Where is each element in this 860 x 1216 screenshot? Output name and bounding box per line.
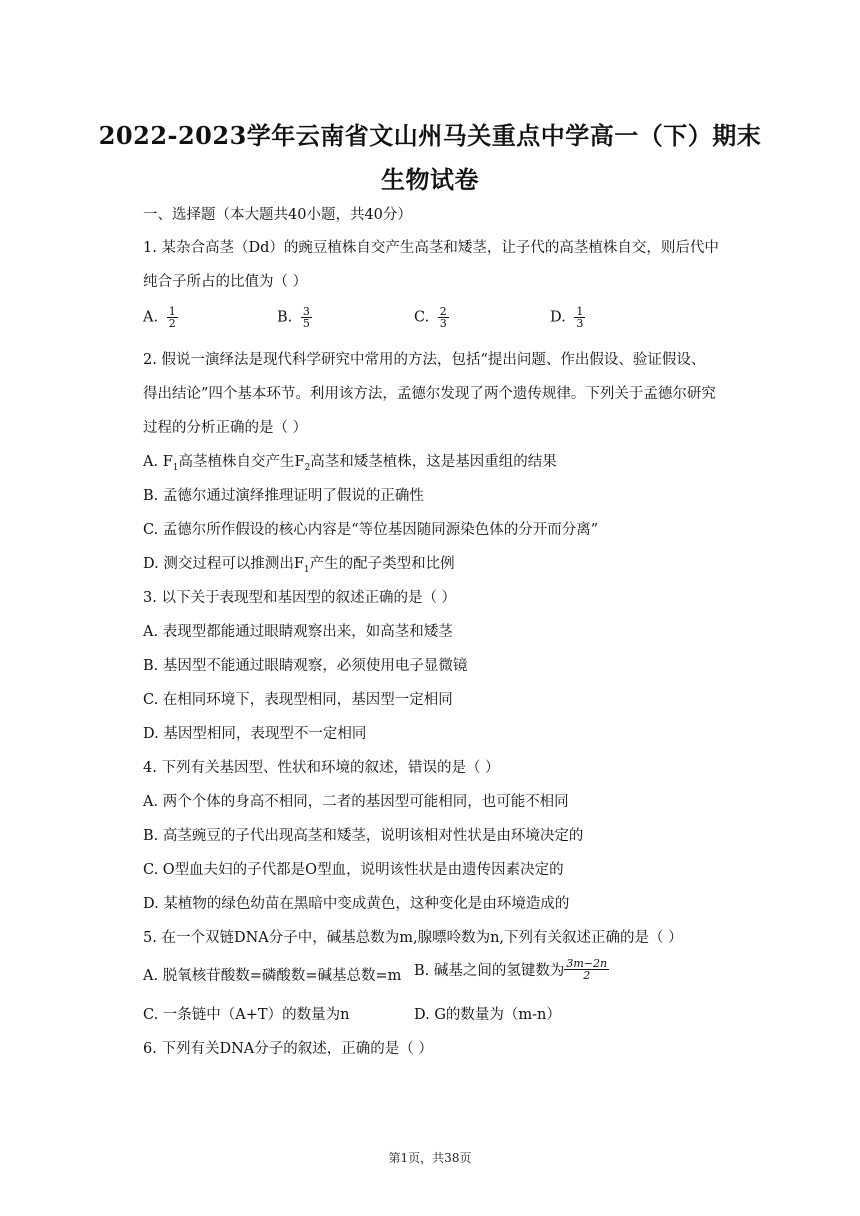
q2-option-b: B. 孟德尔通过演绎推理证明了假说的正确性	[143, 488, 424, 504]
q5-option-c: C. 一条链中（A+T）的数量为n	[143, 1007, 350, 1023]
q5-stem: 5. 在一个双链DNA分子中，碱基总数为m,腺嘌呤数为n,下列有关叙述正确的是（ ）	[143, 930, 683, 946]
numerator: 3m−2n	[566, 957, 608, 970]
q3-option-b: B. 基因型不能通过眼睛观察，必须使用电子显微镜	[143, 658, 468, 674]
section-heading: 一、选择题（本大题共40小题，共40分）	[143, 207, 412, 223]
q1-option-d	[550, 306, 585, 329]
option-label: A.	[143, 309, 159, 326]
q3-stem: 3. 以下关于表现型和基因型的叙述正确的是（ ）	[143, 590, 457, 606]
q1-option-c	[414, 306, 449, 329]
option-text: 高茎和矮茎植株，这是基因重组的结果	[310, 454, 557, 470]
option-text: D. 测交过程可以推测出F	[143, 556, 304, 572]
q2-option-a	[143, 450, 557, 473]
q5-option-b	[414, 958, 609, 981]
denominator: 5	[302, 317, 310, 330]
q1-option-a	[143, 306, 178, 329]
q4-option-a: A. 两个个体的身高不相同，二者的基因型可能相同，也可能不相同	[143, 794, 569, 810]
subscript: 1	[303, 564, 310, 575]
title-line-2: 生物试卷	[381, 165, 479, 194]
option-label: C.	[414, 309, 430, 326]
q4-option-c: C. O型血夫妇的子代都是O型血，说明该性状是由遗传因素决定的	[143, 862, 564, 878]
q2-stem-line-1: 2. 假说一演绎法是现代科学研究中常用的方法，包括“提出问题、作出假设、验证假设、	[143, 352, 706, 368]
q3-option-c: C. 在相同环境下，表现型相同，基因型一定相同	[143, 692, 453, 708]
page-footer: 第1页，共38页	[388, 1151, 472, 1165]
subscript: 1	[172, 462, 179, 473]
q2-option-d	[143, 552, 455, 575]
q1-stem-line-1: 1. 某杂合高茎（Dd）的豌豆植株自交产生高茎和矮茎，让子代的高茎植株自交，则后代中	[143, 240, 719, 256]
denominator: 2	[583, 969, 591, 982]
q5-option-a: A. 脱氧核苷酸数=磷酸数=碱基总数=m	[143, 968, 402, 984]
option-label: B.	[277, 309, 293, 326]
option-label: D.	[550, 309, 566, 326]
q2-option-c: C. 孟德尔所作假设的核心内容是“等位基因随同源染色体的分开而分离”	[143, 522, 599, 538]
q4-stem: 4. 下列有关基因型、性状和环境的叙述，错误的是（ ）	[143, 760, 500, 776]
fraction	[301, 306, 312, 329]
option-text: 产生的配子类型和比例	[309, 556, 455, 572]
q1-stem-line-2: 纯合子所占的比值为（ ）	[143, 274, 308, 290]
option-text: B. 碱基之间的氢键数为	[414, 963, 565, 979]
fraction	[564, 958, 609, 981]
option-text: A. F	[143, 454, 173, 470]
title-line-1: 2022-2023学年云南省文山州马关重点中学高一（下）期末	[98, 121, 762, 150]
numerator: 1	[168, 305, 176, 318]
denominator: 3	[576, 317, 584, 330]
fraction	[574, 306, 585, 329]
subscript: 2	[304, 462, 311, 473]
numerator: 1	[576, 305, 584, 318]
fraction	[167, 306, 178, 329]
q6-stem: 6. 下列有关DNA分子的叙述，正确的是（ ）	[143, 1041, 433, 1057]
q4-option-d: D. 某植物的绿色幼苗在黑暗中变成黄色，这种变化是由环境造成的	[143, 896, 570, 912]
denominator: 3	[439, 317, 447, 330]
fraction	[438, 306, 449, 329]
numerator: 2	[439, 305, 447, 318]
option-text: 高茎植株自交产生F	[178, 454, 305, 470]
denominator: 2	[168, 317, 176, 330]
q3-option-a: A. 表现型都能通过眼睛观察出来，如高茎和矮茎	[143, 624, 453, 640]
numerator: 3	[302, 305, 310, 318]
q3-option-d: D. 基因型相同，表现型不一定相同	[143, 726, 367, 742]
q5-option-d: D. G的数量为（m-n）	[414, 1007, 561, 1023]
q2-stem-line-2: 得出结论”四个基本环节。利用该方法，孟德尔发现了两个遗传规律。下列关于孟德尔研究	[143, 386, 716, 402]
q4-option-b: B. 高茎豌豆的子代出现高茎和矮茎，说明该相对性状是由环境决定的	[143, 828, 584, 844]
q2-stem-line-3: 过程的分析正确的是（ ）	[143, 420, 308, 436]
q1-option-b	[277, 306, 312, 329]
